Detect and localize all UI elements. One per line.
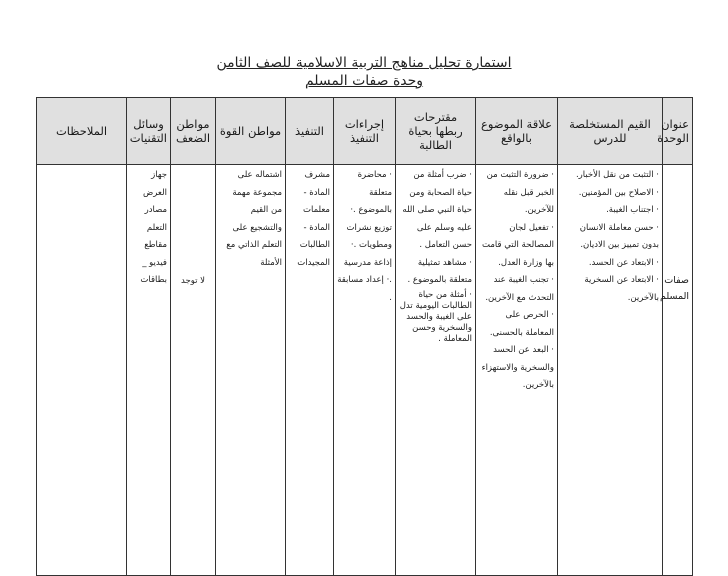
- header-strengths: مواطن القوة: [216, 98, 286, 165]
- list-item: · الاصلاح بين المؤمنين.: [578, 187, 659, 198]
- cell-implementation: مشرف المادة - معلمات المادة - الطالبات المجيدات: [286, 165, 334, 576]
- list-item: · البعد عن الحسد والسخرية والاستهزاء بالآخرين.: [481, 345, 554, 390]
- list-item: · ضرب أمثلة من حياة الصحابة ومن حياة النبي صلى الله عليه وسلم على حسن التعامل .: [402, 170, 472, 250]
- header-unit: عنوان الوحدة: [663, 98, 693, 165]
- header-values: القيم المستخلصة للدرس: [558, 98, 663, 165]
- header-notes: الملاحظات: [37, 98, 127, 165]
- list-item: · الحرص على المعاملة بالحسنى.: [489, 310, 554, 338]
- form-title: استمارة تحليل مناهج التربية الاسلامية للصف الثامن: [216, 55, 512, 71]
- unit-title: وحدة صفات المسلم: [304, 73, 424, 89]
- analysis-table: [36, 97, 693, 576]
- list-item: · اجتناب الغيبة.: [606, 205, 659, 215]
- cell-notes: [37, 165, 127, 576]
- cell-procedures: · محاضرة متعلقة بالموضوع .· توزيع نشرات ومطويات .· إذاعة مدرسية .· إعداد مسابقة .: [334, 165, 396, 576]
- list-item: · التثبت من نقل الأخبار.: [575, 170, 659, 180]
- list-item: · الابتعاد عن السخرية بالآخرين.: [584, 275, 659, 303]
- cell-relation: [476, 165, 558, 576]
- header-media: وسائل التقنيات: [127, 98, 171, 165]
- header-row: [37, 98, 693, 165]
- header-weaknesses: مواطن الضعف: [171, 98, 216, 165]
- table-row: [37, 165, 693, 576]
- header-procedures: إجراءات التنفيذ: [334, 98, 396, 165]
- header-implementation: التنفيذ: [286, 98, 334, 165]
- list-item: · الابتعاد عن الحسد.: [588, 257, 659, 268]
- list-item: · ضرورة التثبت من الخبر قبل نقله للآخرين.: [486, 170, 554, 215]
- list-item: · مشاهد تمثيلية متعلقة بالموضوع .: [407, 257, 472, 285]
- cell-strengths: اشتماله على مجموعة مهمة من القيم والتشجيع على التعلم الذاتي مع الأمثلة: [216, 165, 286, 576]
- list-item: · تجنب الغيبة عند التحدث مع الآخرين.: [485, 275, 554, 303]
- cell-proposals: [396, 165, 476, 576]
- header-proposals: مقترحات ربطها بحياة الطالبة: [396, 98, 476, 165]
- header-relation: علاقة الموضوع بالواقع: [476, 98, 558, 165]
- cell-unit: صفات المسلم: [663, 165, 693, 576]
- list-item: · تفعيل لجان المصالحة التي قامت بها وزارة العدل.: [481, 222, 554, 268]
- cell-media: جهاز العرض مصادر التعلم مقاطع فيديو _ بطاقات: [127, 165, 171, 576]
- cell-weaknesses: لا توجد: [171, 165, 216, 576]
- list-item: · حسن معاملة الانسان بدون تمييز بين الاديان.: [579, 222, 659, 250]
- list-item: · أمثلة من حياة الطالبات اليومية تدل على الغيبة والحسد والسخرية وحسن المعاملة .: [399, 289, 472, 344]
- cell-values: [558, 165, 663, 576]
